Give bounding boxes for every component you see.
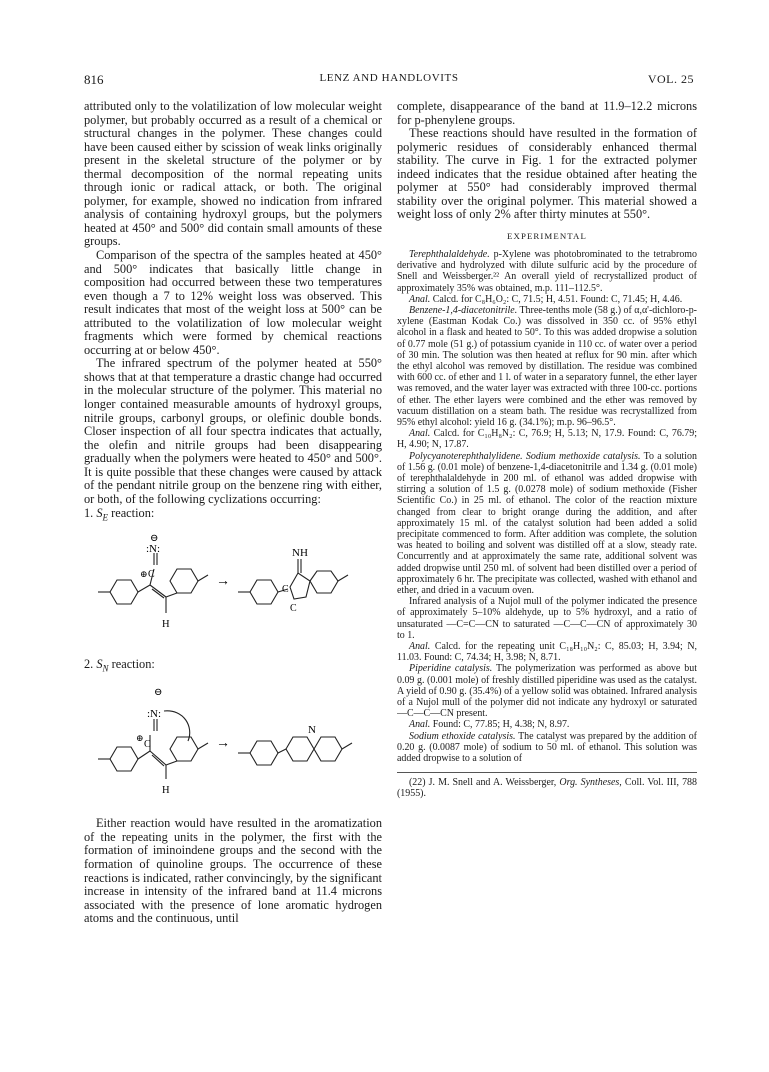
analysis-line: Anal. Calcd. for the repeating unit C₁₈H₁₀N₂: C, 85.03; H, 3.94; N, 11.03. Found: C, 74.34; H, 3.98; N, 8.71.	[397, 641, 697, 664]
bond-line	[166, 593, 177, 597]
body-paragraph: Either reaction would have resulted in the aromatization of the repeating units in the polymer, the first with the formation of iminoindene groups and the second with the formation of quinoline groups. The occurrence of these reactions is indicated, rather convincingly, by the significant increase in intensity of the infrared band at 11.4 microns associated with the presence of lone aromatic hydrogen atoms and the continuous, until	[84, 816, 382, 926]
bond-line	[342, 743, 352, 749]
body-paragraph: The infrared spectrum of the polymer heated at 550° shows that at that temperature a drastic change had occurred in the molecular structure of the polymer. This material no longer contained measurable amounts of hydroxyl groups, nitrile groups, carbonyl groups, or olefinic double bonds. Closer inspection of all four spectra indicates that actually, the olefin and nitrile groups had been disappearing gradually when the polymers were heated to 450° and 500°. It is quite possible that these changes were caused by attack of the pendant nitrile group on the benzene ring with either, or both, of the following cyclizations occurring:	[84, 356, 382, 506]
volume-label: VOL. 25	[647, 72, 694, 86]
reaction-1-label: 1. $S_E$ reaction:	[84, 506, 155, 523]
positive-charge: ⊕	[136, 733, 144, 744]
experimental-paragraph: Benzene-1,4-diacetonitrile. Three-tenths mole (58 g.) of α,α'-dichloro-p-xylene (Eastman Kodak Co.) was dissolved in 350 cc. of 95% ethyl alcohol in a flask and heated to 50°. To this was added dropwise a solution of 0.77 mole (51 g.) of potassium cyanide in 110 cc. of water over a period of 30 min. The solution was then heated at reflux for 90 min. after which the ethyl alcohol was removed by distillation. The residue was combined with 600 cc. of ether and 1 l. of water in a separatory funnel, the ether layer was removed, and the water layer was extracted with three 100-cc. portions of ether. The ether layers were combined and the ether was removed by vacuum distillation on a steam bath. The residue was recrystallized from 95% ethyl alcohol: yield 16 g. (34.1%); m.p. 96–96.5°.	[397, 304, 697, 428]
reaction-scheme-1	[84, 529, 382, 647]
bond-line	[198, 575, 208, 581]
hydrogen-label: H	[162, 618, 170, 630]
footnote: (22) J. M. Snell and A. Weissberger, Org. Syntheses, Coll. Vol. III, 788 (1955).	[397, 772, 697, 799]
body-paragraph: These reactions should have resulted in the formation of polymeric residues of considerably enhanced thermal stability. The curve in Fig. 1 for the extracted polymer indeed indicates that the residue obtained after heating the polymer at 550° had considerably improved thermal stability over the original polymer. This material showed a weight loss of only 2% after thirty minutes at 550°.	[397, 126, 697, 222]
bond-line	[338, 575, 348, 581]
body-paragraph: Comparison of the spectra of the samples heated at 450° and 500° indicates that basically little change in composition had occurred between these two temperatures even though a 7 to 12% weight loss was observed. This result indicates that most of the weight loss at 500° can be attributed to the volatilization of low molecular weight fragments which were formed by chemical reactions occurring at or below 450°.	[84, 248, 382, 357]
analysis-line: Anal. Found: C, 77.85; H, 4.38; N, 8.97.	[409, 719, 570, 731]
bond-line	[138, 585, 150, 592]
page-number: 816	[84, 72, 104, 87]
analysis-line: Anal. Calcd. for C₈H₆O₂: C, 71.5; H, 4.51. Found: C, 71.45; H, 4.46.	[409, 293, 683, 305]
imine-label: NH	[292, 546, 308, 559]
bond-line	[150, 585, 166, 597]
running-head-authors: LENZ AND HANDLOVITS	[319, 72, 459, 84]
benzene-ring-icon	[250, 580, 278, 604]
body-paragraph: attributed only to the volatilization of low molecular weight polymer, but probably occurred as a result of a chemical or structural changes in the polymer. These changes could have been caused either by scission of weak links originally present in the skeletal structure of the polymer or by thermal decomposition of the normal repeating units through ionic or radical attack, or both. The original polymer, for example, showed no indication from infrared analysis of containing hydroxyl groups, but the polymers heated at 450° and 500° did contain small amounts of these groups.	[84, 100, 382, 249]
hydrogen-label: H	[162, 785, 170, 797]
carbon-label: C	[282, 583, 289, 595]
bond-line	[166, 761, 177, 765]
reaction-scheme-2	[84, 679, 382, 807]
benzene-ring-icon	[110, 580, 138, 604]
experimental-paragraph: Terephthalaldehyde. p-Xylene was photobrominated to the tetrabromo derivative and hydrolyzed with dilute sulfuric acid by the procedure of Snell and Weissberger.²² An overall yield of recrystallized product of approximately 35% was obtained, m.p. 111–112.5°.	[397, 248, 697, 294]
carbon-label: C	[290, 602, 297, 614]
nitrogen-label: :N:	[147, 708, 162, 721]
benzene-ring-icon	[314, 737, 342, 761]
right-column	[397, 100, 697, 1040]
bond-line	[150, 751, 166, 765]
indene-ring-icon	[290, 573, 310, 599]
bond-line	[278, 749, 286, 753]
benzene-ring-icon	[250, 741, 278, 765]
nitrogen-label: :N:	[146, 542, 161, 555]
experimental-paragraph: Piperidine catalysis. The polymerization was performed as above but 0.09 g. (0.001 mole) of freshly distilled piperidine was used as the catalyst. A yield of 0.90 g. (35.4%) of a yellow solid was obtained. Infrared analysis of a Nujol mull of the polymer did not indicate any hydroxyl or saturated —C—C—CN present.	[397, 663, 697, 720]
bond-line	[152, 755, 164, 766]
negative-charge: ⊖	[154, 687, 163, 699]
pyridine-ring-icon	[286, 737, 314, 761]
experimental-paragraph: Polycyanoterephthalylidene. Sodium methoxide catalysis. To a solution of 1.56 g. (0.01 mole) of benzene-1,4-diacetonitrile and 1.34 g. (0.01 mole) of terephthalaldehyde in 200 ml. of ethanol was added dropwise with stirring a solution of 1.5 g. (0.0278 mole) of sodium methoxide (Fisher Scientific Co.) in 25 ml. of ethanol. The color of the reaction mixture changed from clear to bright orange during the addition, and after approximately 15 ml. of the catalyst solution had been added a solid precipitate commenced to form. After addition was complete, the solution was heated to boiling and solvent was distilled off at a slow, steady rate. Concurrently and at approximately the same rate, additional solvent was added dropwise until 250 ml. of solvent had been distilled over a period of approximately 6 hr. The precipitate was collected, washed with ethanol and ether, and dried in a vacuum oven.	[397, 450, 697, 597]
reaction-arrow-icon: →	[216, 736, 230, 752]
analysis-line: Anal. Calcd. for C₁₀H₈N₂: C, 76.9; H, 5.13; N, 17.9. Found: C, 76.79; H, 4.90; N, 17.87.	[397, 428, 697, 451]
running-header	[84, 72, 694, 90]
reaction-arrow-icon: →	[216, 573, 230, 589]
negative-charge: ⊖	[150, 532, 159, 544]
benzene-ring-icon	[170, 569, 198, 593]
nitrogen-label: N	[308, 724, 316, 737]
experimental-paragraph: Sodium ethoxide catalysis. The catalyst was prepared by the addition of 0.20 g. (0.0087 mole) of sodium to 50 ml. of ethanol. This solution was added dropwise to a solution of	[397, 730, 697, 765]
experimental-paragraph: Infrared analysis of a Nujol mull of the polymer indicated the presence of approximately 5–10% aldehyde, up to 5% hydroxyl, and a ratio of unsaturated —C=C—CN to saturated —C—C—CN of approximately 30 to 1.	[397, 596, 697, 641]
body-paragraph: complete, disappearance of the band at 11.9–12.2 microns for p-phenylene groups.	[397, 100, 697, 127]
positive-charge: ⊕	[140, 568, 148, 579]
bond-line	[198, 743, 208, 749]
benzene-ring-icon	[310, 571, 338, 593]
left-column	[84, 100, 382, 1040]
benzene-ring-icon	[170, 737, 198, 761]
carbon-label: C	[144, 739, 151, 751]
benzene-ring-icon	[110, 747, 138, 771]
bond-line	[138, 751, 150, 759]
reaction-2-label: 2. $S_N$ reaction:	[84, 656, 155, 674]
carbon-label: C	[148, 568, 155, 580]
section-heading: EXPERIMENTAL	[507, 230, 587, 241]
